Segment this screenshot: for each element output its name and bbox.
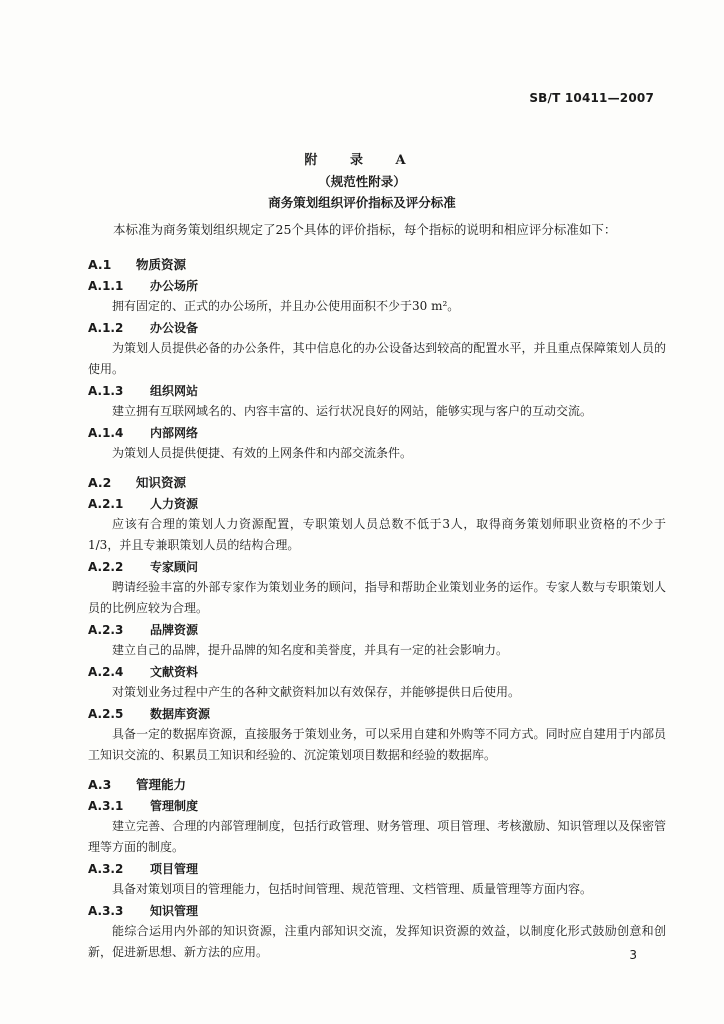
item-heading — [88, 318, 666, 338]
item-body: 建立完善、合理的内部管理制度，包括行政管理、财务管理、项目管理、考核激励、知识管理以及保密管理等方面的制度。 — [88, 819, 666, 854]
normative-label: （规范性附录） — [318, 174, 406, 189]
section-title: 知识资源 — [136, 475, 187, 490]
section-number: A.3 — [88, 777, 112, 792]
item-heading — [88, 620, 666, 640]
item-body: 应该有合理的策划人力资源配置，专职策划人员总数不低于3人，取得商务策划师职业资格的不少于1/3，并且专兼职策划人员的结构合理。 — [88, 517, 666, 552]
item-title: 人力资源 — [150, 497, 199, 511]
section-heading — [88, 254, 666, 276]
item-heading — [88, 423, 666, 443]
item-number: A.2.5 — [88, 707, 124, 721]
item-heading — [88, 704, 666, 724]
section-title: 管理能力 — [136, 777, 187, 792]
appendix-title: 附 录 A — [304, 153, 420, 168]
item-heading — [88, 859, 666, 879]
item-title: 管理制度 — [150, 799, 199, 813]
item-title: 知识管理 — [150, 904, 199, 918]
item-heading — [88, 901, 666, 921]
item-body: 为策划人员提供必备的办公条件，其中信息化的办公设备达到较高的配置水平，并且重点保障策划人员的使用。 — [88, 341, 666, 376]
item-title: 专家顾问 — [150, 560, 199, 574]
item-title: 文献资料 — [150, 665, 199, 679]
item-number: A.3.2 — [88, 862, 124, 876]
item-number: A.1.2 — [88, 321, 124, 335]
item-number: A.3.1 — [88, 799, 124, 813]
item-heading — [88, 276, 666, 296]
item-heading — [88, 494, 666, 514]
document-body — [88, 246, 666, 964]
page-number: 3 — [629, 948, 637, 962]
item-body: 建立拥有互联网域名的、内容丰富的、运行状况良好的网站，能够实现与客户的互动交流。 — [112, 404, 593, 418]
section — [88, 774, 666, 963]
item-number: A.2.4 — [88, 665, 124, 679]
item-title: 项目管理 — [150, 862, 199, 876]
item-body: 拥有固定的、正式的办公场所，并且办公使用面积不少于30 m²。 — [112, 299, 460, 313]
item-heading — [88, 796, 666, 816]
section-number: A.2 — [88, 475, 112, 490]
item-body: 为策划人员提供便捷、有效的上网条件和内部交流条件。 — [112, 446, 413, 460]
section-heading — [88, 472, 666, 494]
item-number: A.1.3 — [88, 384, 124, 398]
title-block — [0, 150, 724, 213]
item-title: 品牌资源 — [150, 623, 199, 637]
section-number: A.1 — [88, 257, 112, 272]
section — [88, 254, 666, 464]
item-body: 对策划业务过程中产生的各种文献资料加以有效保存，并能够提供日后使用。 — [112, 685, 521, 699]
item-body: 具备对策划项目的管理能力，包括时间管理、规范管理、文档管理、质量管理等方面内容。 — [112, 882, 593, 896]
item-heading — [88, 381, 666, 401]
item-body: 聘请经验丰富的外部专家作为策划业务的顾问，指导和帮助企业策划业务的运作。专家人数与专职策划人员的比例应较为合理。 — [88, 580, 666, 615]
item-title: 办公设备 — [150, 321, 199, 335]
item-number: A.1.4 — [88, 426, 124, 440]
intro-paragraph: 本标准为商务策划组织规定了25个具体的评价指标，每个指标的说明和相应评分标准如下： — [113, 222, 617, 237]
item-body: 建立自己的品牌，提升品牌的知名度和美誉度，并具有一定的社会影响力。 — [112, 643, 509, 657]
item-heading — [88, 662, 666, 682]
item-body: 能综合运用内外部的知识资源，注重内部知识交流，发挥知识资源的效益，以制度化形式鼓励创意和创新，促进新思想、新方法的应用。 — [88, 924, 666, 959]
item-title: 内部网络 — [150, 426, 199, 440]
section — [88, 472, 666, 766]
item-title: 数据库资源 — [150, 707, 211, 721]
item-number: A.1.1 — [88, 279, 124, 293]
item-number: A.2.1 — [88, 497, 124, 511]
item-title: 组织网站 — [150, 384, 199, 398]
section-heading — [88, 774, 666, 796]
item-number: A.3.3 — [88, 904, 124, 918]
standard-code: SB/T 10411—2007 — [529, 91, 654, 105]
item-number: A.2.2 — [88, 560, 124, 574]
item-number: A.2.3 — [88, 623, 124, 637]
item-heading — [88, 557, 666, 577]
section-title: 物质资源 — [136, 257, 187, 272]
item-body: 具备一定的数据库资源，直接服务于策划业务，可以采用自建和外购等不同方式。同时应自建用于内部员工知识交流的、积累员工知识和经验的、沉淀策划项目数据和经验的数据库。 — [88, 727, 666, 762]
item-title: 办公场所 — [150, 279, 199, 293]
document-title: 商务策划组织评价指标及评分标准 — [268, 195, 456, 210]
